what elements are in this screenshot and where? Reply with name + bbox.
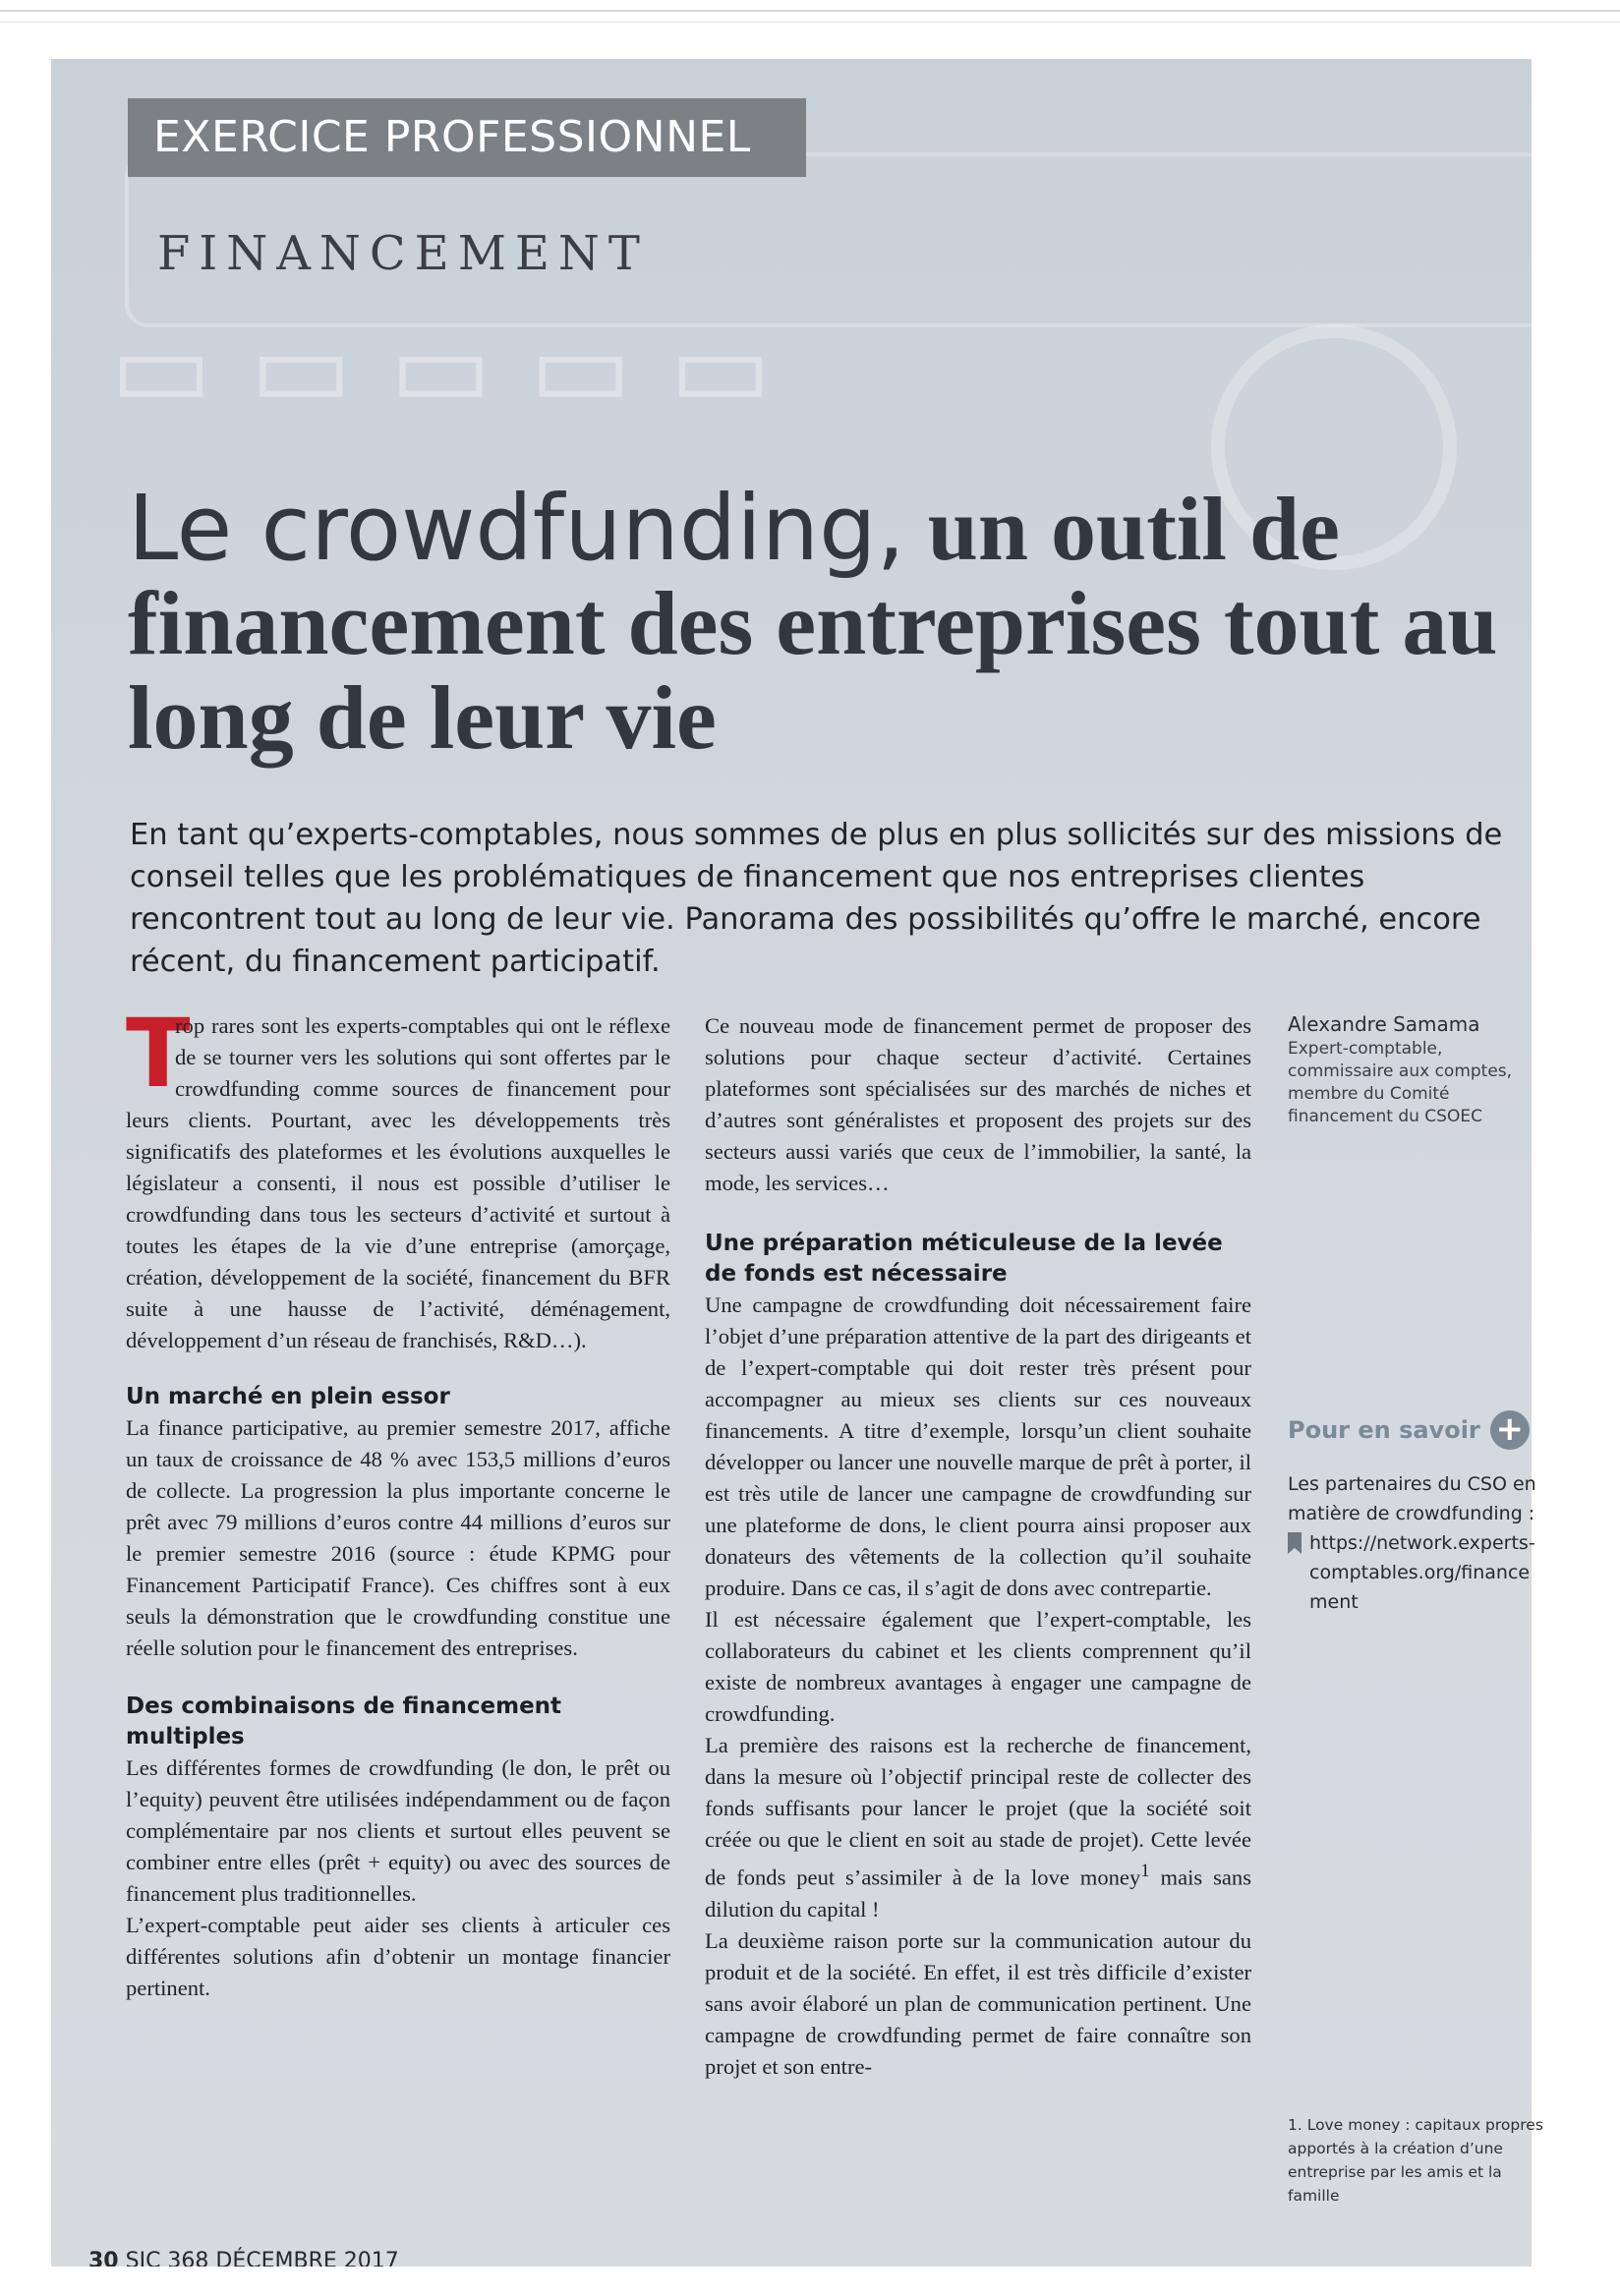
bookmark-icon <box>1288 1532 1302 1554</box>
scan-edge-line <box>0 10 1620 12</box>
first-reason-text: La première des raisons est la recherche de financement, dans la mesure où l’objectif principal reste de collecter des fonds suffisants pour lancer le projet (que la société soit créée ou que le client en soit au stade de projet). Cette levée de fonds peut s’assimiler à de la love money <box>705 1733 1251 1890</box>
page-footer <box>88 2249 399 2267</box>
footnote-ref: 1 <box>1140 1861 1150 1881</box>
headline-bold: un outil de financement des entreprises tout au long de leur vie <box>128 479 1498 768</box>
paragraph-second-reason: La deuxième raison porte sur la communication autour du produit et de la société. En effet, il est très difficile d’exister sans avoir élaboré un plan de communication pertinent. Une campagne de crowdfunding permet de faire connaître son projet et son entre- <box>705 1927 1251 2079</box>
drop-cap: T <box>126 999 191 1109</box>
page-number: 30 <box>88 2249 119 2267</box>
subheading-combinations: Des combinaisons de financement multiples <box>126 1693 562 1750</box>
subheading-market: Un marché en plein essor <box>126 1384 450 1409</box>
paragraph-first-reason <box>705 1730 1251 1925</box>
learn-more-link[interactable]: https://network.experts-comptables.org/financement <box>1309 1532 1535 1613</box>
article-column-2 <box>705 1010 1251 2083</box>
scan-edge-line-2 <box>0 22 1620 23</box>
paragraph-combinations: Les différentes formes de crowdfunding (le don, le prêt ou l’equity) peuvent être utilisées indépendamment ou de façon complémentaire par nos clients et surtout elles peuvent se combiner entre elles (prêt + equity) ou avec des sources de financement plus traditionnelles. <box>126 1755 670 1906</box>
paragraph-expert-role: L’expert-comptable peut aider ses clients à articuler ces différentes solutions afin d’obtenir un montage financier pertinent. <box>126 1913 670 2000</box>
first-reason-end: mais sans dilution du capital ! <box>705 1865 1251 1922</box>
issue-info: SIC 368 DÉCEMBRE 2017 <box>125 2249 399 2267</box>
paragraph-advantages: Il est nécessaire également que l’expert-comptable, les collaborateurs du cabinet et les clients comprennent qu’il existe de nombreux avantages à engager une campagne de crowdfunding. <box>705 1607 1251 1726</box>
author-name: Alexandre Samama <box>1288 1012 1480 1036</box>
author-role: Expert-comptable, commissaire aux comptes, membre du Comité financement du CSOEC <box>1288 1039 1513 1126</box>
learn-more-title-text: Pour en savoir <box>1288 1416 1480 1444</box>
learn-more-box <box>1288 1410 1543 1617</box>
intro-paragraph <box>126 999 670 1356</box>
plus-icon: + <box>1490 1410 1530 1450</box>
subheading-preparation: Une préparation méticuleuse de la levée de fonds est nécessaire <box>705 1231 1223 1287</box>
article-headline <box>128 476 1524 768</box>
magazine-page <box>51 59 1575 2267</box>
learn-more-title <box>1288 1410 1543 1450</box>
paragraph-new-mode: Ce nouveau mode de financement permet de proposer des solutions pour chaque secteur d’activité. Certaines plateformes sont spécialisées sur des marchés de niches et d’autres sont généralistes et proposent des projets sur des secteurs aussi variés que ceux de l’immobilier, la santé, la mode, les services… <box>705 1013 1251 1195</box>
headline-light: Le crowdfunding, <box>128 476 905 581</box>
section-rubric: EXERCICE PROFESSIONNEL <box>128 98 806 177</box>
background-ad-graphic: ▭ ▭ ▭ ▭ ▭ <box>110 305 772 430</box>
page-margin-strip <box>1532 59 1575 2267</box>
paragraph-market: La finance participative, au premier semestre 2017, affiche un taux de croissance de 48 % avec 153,5 millions d’euros de collecte. La progression la plus importante concerne le prêt avec 79 millions d’euros contre 44 millions d’euros sur le premier semestre 2016 (source : étude KPMG pour Financement Participatif France). Ces chiffres sont à eux seuls la démonstration que le crowdfunding constitue une réelle solution pour le financement des entreprises. <box>126 1415 670 1660</box>
author-byline <box>1288 1010 1533 1128</box>
article-column-1 <box>126 999 670 2004</box>
learn-more-link-row[interactable] <box>1288 1528 1543 1617</box>
paragraph-preparation: Une campagne de crowdfunding doit nécessairement faire l’objet d’une préparation attentive de la part des dirigeants et de l’expert-comptable qui doit rester très présent pour accompagner au mieux ses clients sur ces nouveaux financements. A titre d’exemple, lorsqu’un client souhaite développer ou lancer une nouvelle marque de prêt à porter, il est très utile de lancer une campagne de crowdfunding sur une plateforme de dons, le client pourra ainsi proposer aux donateurs des vêtements de la collection qu’il souhaite produire. Dans ce cas, il s’agit de dons avec contrepartie. <box>705 1292 1251 1600</box>
category-label: FINANCEMENT <box>157 226 649 281</box>
intro-text: rop rares sont les experts-comptables qui ont le réflexe de se tourner vers les solutions qui sont offertes par le crowdfunding comme sources de financement pour leurs clients. Pourtant, avec les développements très significatifs des plateformes et les évolutions auxquelles le législateur a consenti, il nous est possible d’utiliser le crowdfunding dans tous les secteurs d’activité et surtout à toutes les étapes de la vie d’une entreprise (amorçage, création, développement de la société, financement du BFR suite à une hausse de l’activité, déménagement, développement d’un réseau de franchisés, R&D…). <box>126 1013 670 1352</box>
learn-more-subtitle: Les partenaires du CSO en matière de crowdfunding : <box>1288 1473 1536 1524</box>
article-lead: En tant qu’experts-comptables, nous sommes de plus en plus sollicités sur des missions de conseil telles que les problématiques de financement que nos entreprises clientes rencontrent tout au long de leur vie. Panorama des possibilités qu’offre le marché, encore récent, du financement participatif. <box>130 818 1503 979</box>
footnote: 1. Love money : capitaux propres apportés à la création d’une entreprise par les amis et la famille <box>1288 2116 1543 2205</box>
